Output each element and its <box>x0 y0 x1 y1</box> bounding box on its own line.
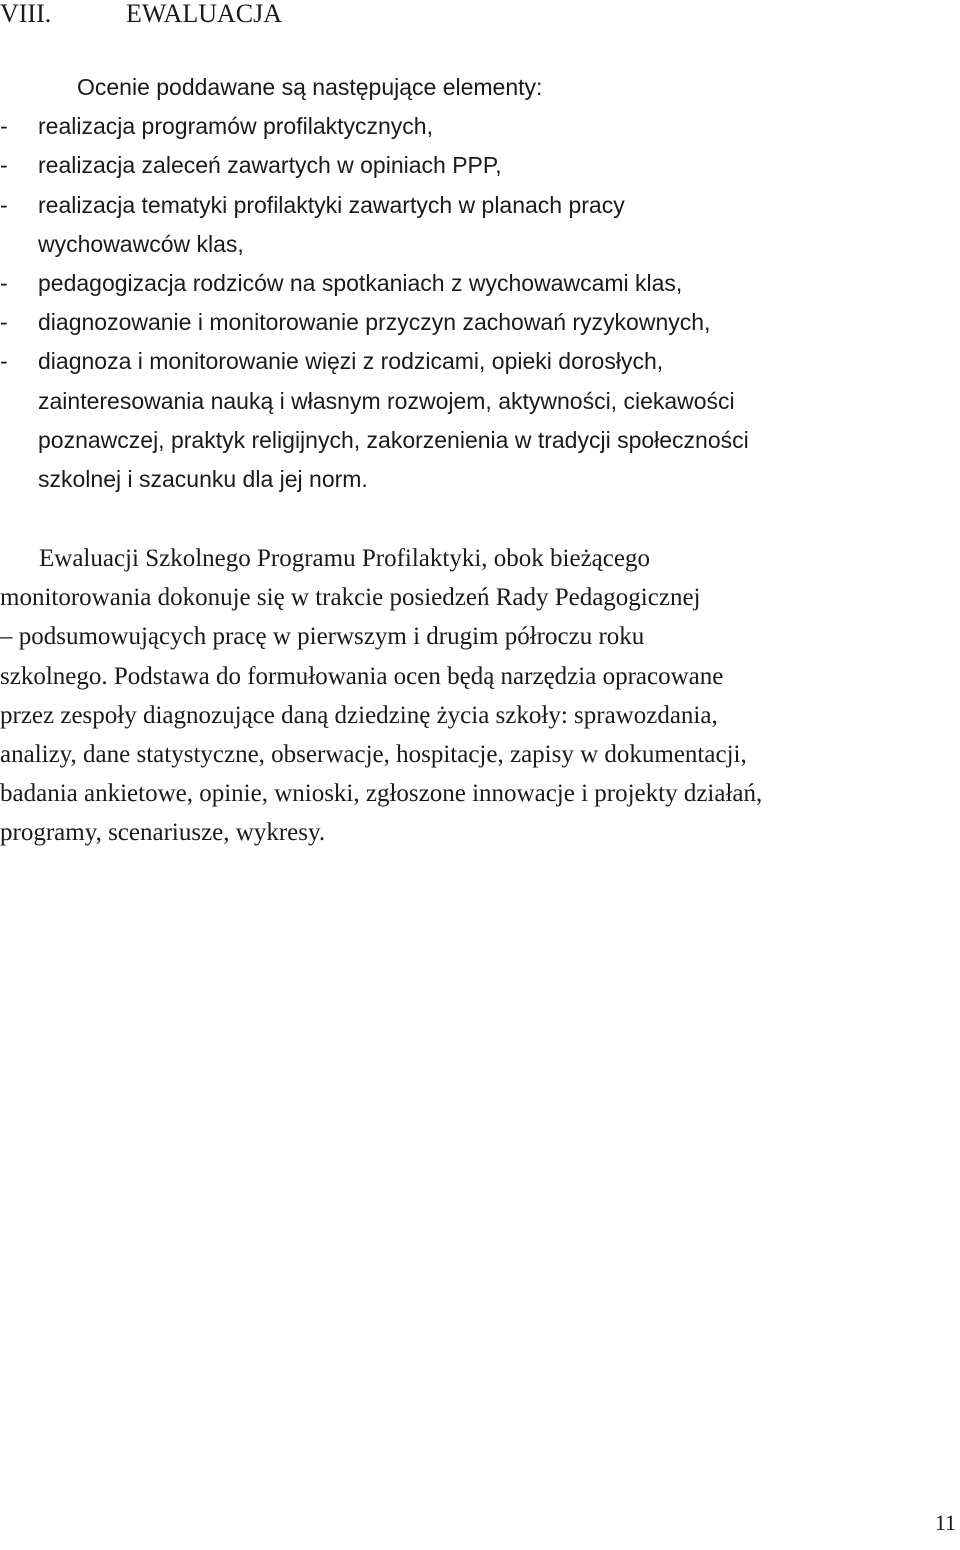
list-dash: - <box>0 309 8 336</box>
evaluation-paragraph <box>0 539 956 853</box>
list-item <box>0 303 930 342</box>
paragraph-line: monitorowania dokonuje się w trakcie posiedzeń Rady Pedagogicznej <box>0 584 701 612</box>
list-item <box>0 107 930 146</box>
list-dash: - <box>0 191 8 218</box>
list-item-text: pedagogizacja rodziców na spotkaniach z wychowawcami klas, <box>38 269 683 296</box>
list-item-text: diagnozowanie i monitorowanie przyczyn zachowań ryzykownych, <box>38 309 711 336</box>
list-dash: - <box>0 113 8 140</box>
evaluation-intro: Ocenie poddawane są następujące elementy: <box>77 74 543 100</box>
list-item <box>0 186 930 225</box>
list-dash: - <box>0 348 8 375</box>
list-dash: - <box>0 152 8 179</box>
paragraph-line: przez zespoły diagnozujące daną dziedzinę życia szkoły: sprawozdania, <box>0 701 718 729</box>
list-item-continuation: szkolnej i szacunku dla jej norm. <box>38 465 368 492</box>
section-title: EWALUACJA <box>126 0 282 28</box>
list-item-continuation: poznawczej, praktyk religijnych, zakorzenienia w tradycji społeczności <box>38 426 749 453</box>
evaluation-list <box>0 68 930 499</box>
paragraph-line: – podsumowujących pracę w pierwszym i drugim półroczu roku <box>0 623 645 651</box>
list-item-continuation: zainteresowania nauką i własnym rozwojem, aktywności, ciekawości <box>38 387 735 414</box>
list-item-text: realizacja tematyki profilaktyki zawartych w planach pracy <box>38 191 625 218</box>
list-item <box>0 342 930 381</box>
section-number: VIII. <box>0 0 52 28</box>
list-item-text: realizacja programów profilaktycznych, <box>38 113 433 140</box>
paragraph-line: badania ankietowe, opinie, wnioski, zgłoszone innowacje i projekty działań, <box>0 780 763 808</box>
page-number: 11 <box>934 1510 956 1535</box>
list-item-text: realizacja zaleceń zawartych w opiniach PPP, <box>38 152 502 179</box>
list-item-text: diagnoza i monitorowanie więzi z rodzicami, opieki dorosłych, <box>38 348 664 375</box>
paragraph-line: szkolnego. Podstawa do formułowania ocen będą narzędzia opracowane <box>0 662 724 690</box>
list-item <box>0 146 930 185</box>
paragraph-line: analizy, dane statystyczne, obserwacje, hospitacje, zapisy w dokumentacji, <box>0 740 747 768</box>
list-item-continuation: wychowawców klas, <box>38 230 244 257</box>
list-dash: - <box>0 269 8 296</box>
list-item <box>0 264 930 303</box>
section-heading <box>0 0 282 34</box>
paragraph-line: Ewaluacji Szkolnego Programu Profilaktyki, obok bieżącego <box>39 545 650 572</box>
paragraph-line: programy, scenariusze, wykresy. <box>0 819 326 847</box>
